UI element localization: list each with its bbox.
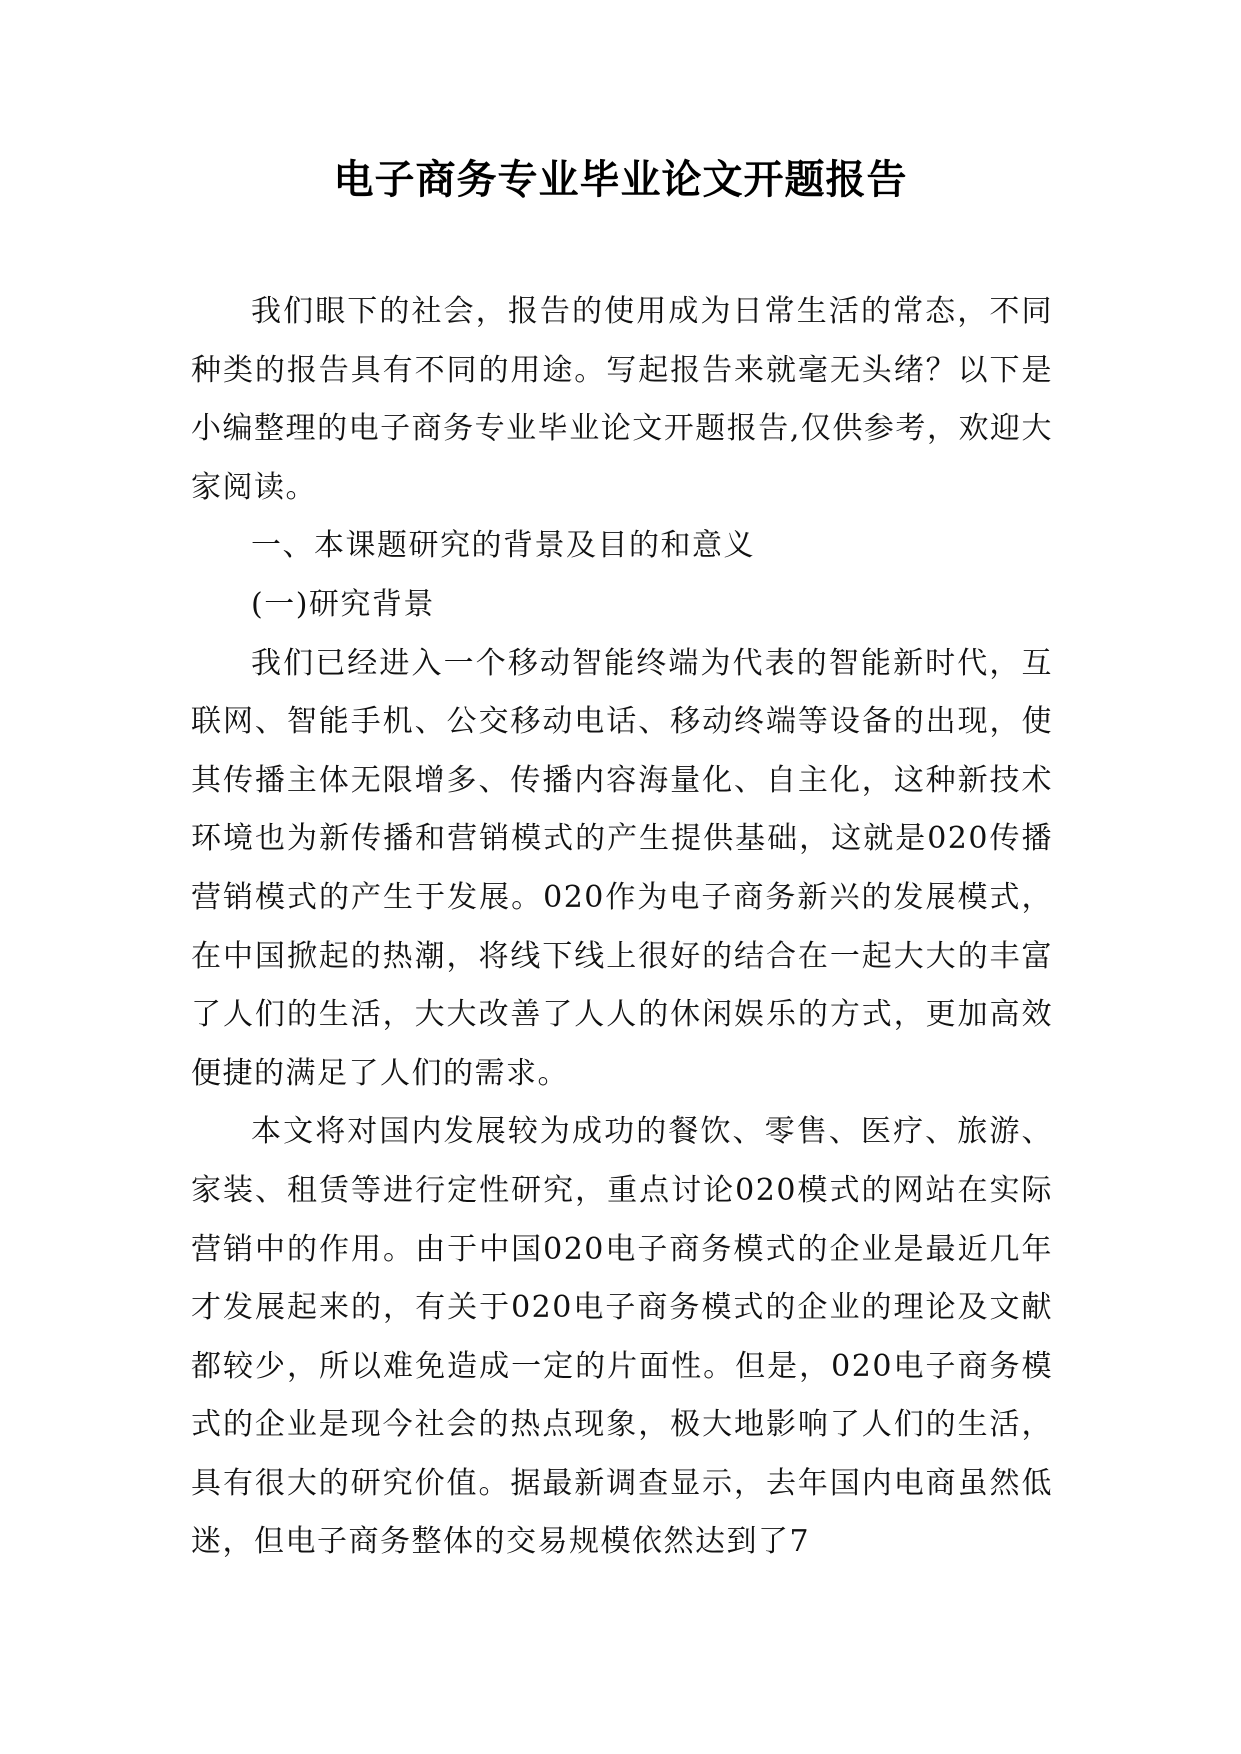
subsection-heading: (一)研究背景	[251, 586, 435, 622]
document-body	[191, 283, 1053, 1572]
background-paragraph: 我们已经进入一个移动智能终端为代表的智能新时代，互联网、智能手机、公交移动电话、移动终端等设备的出现，使其传播主体无限增多、传播内容海量化、自主化，这种新技术环境也为新传播和营销模式的产生提供基础，这就是020传播营销模式的产生于发展。020作为电子商务新兴的发展模式，在中国掀起的热潮，将线下线上很好的结合在一起大大的丰富了人们的生活，大大改善了人人的休闲娱乐的方式，更加高效便捷的满足了人们的需求。	[191, 645, 1053, 1091]
section-heading: 一、本课题研究的背景及目的和意义	[251, 528, 755, 564]
research-paragraph: 本文将对国内发展较为成功的餐饮、零售、医疗、旅游、家装、租赁等进行定性研究，重点讨论020模式的网站在实际营销中的作用。由于中国020电子商务模式的企业是最近几年才发展起来的，有关于020电子商务模式的企业的理论及文献都较少，所以难免造成一定的片面性。但是，020电子商务模式的企业是现今社会的热点现象，极大地影响了人们的生活，具有很大的研究价值。据最新调查显示，去年国内电商虽然低迷，但电子商务整体的交易规模依然达到了7	[191, 1114, 1053, 1560]
intro-paragraph: 我们眼下的社会，报告的使用成为日常生活的常态，不同种类的报告具有不同的用途。写起报告来就毫无头绪？以下是小编整理的电子商务专业毕业论文开题报告,仅供参考，欢迎大家阅读。	[191, 294, 1053, 505]
document-title: 电子商务专业毕业论文开题报告	[333, 157, 908, 203]
